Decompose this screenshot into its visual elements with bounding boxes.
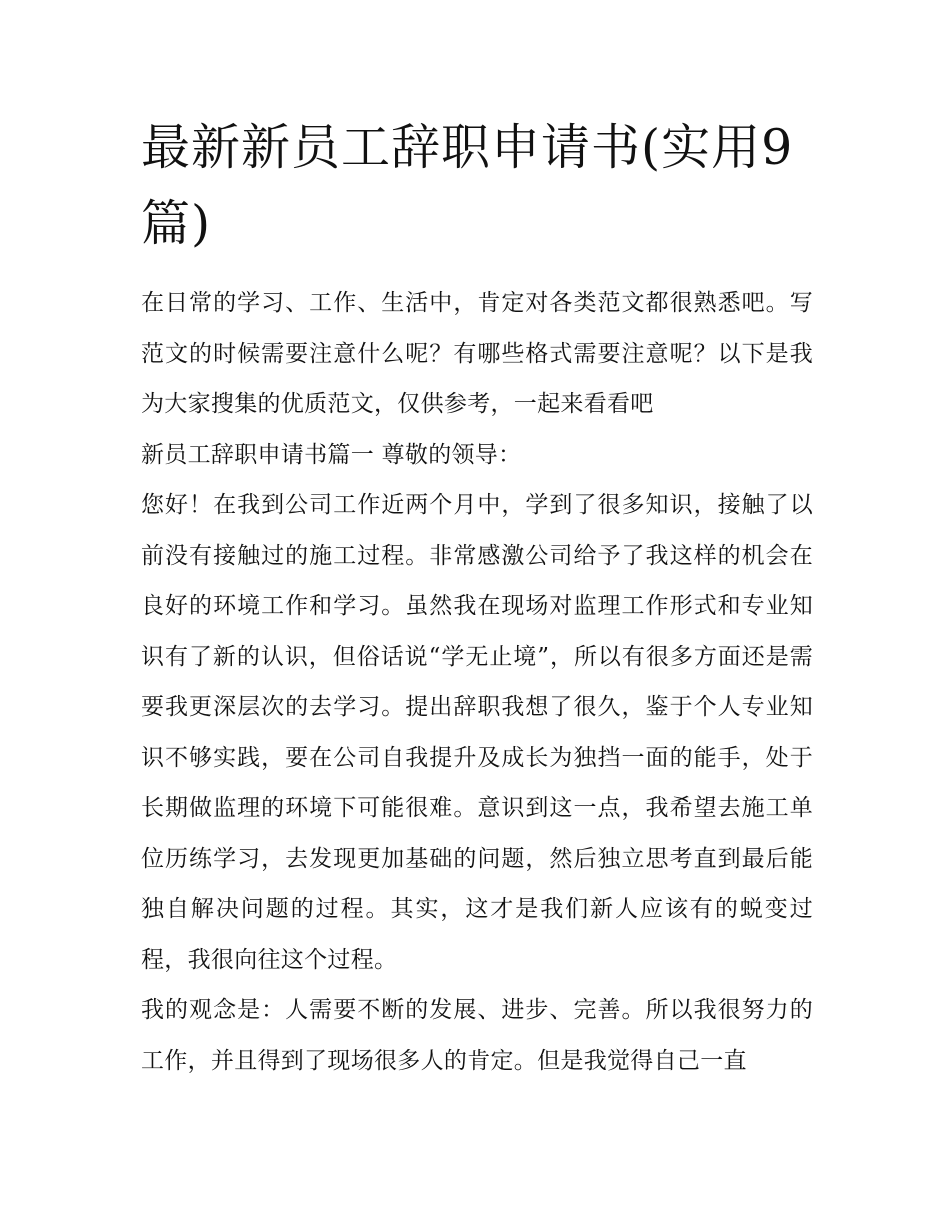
document-title: 最新新员工辞职申请书(实用9篇) bbox=[141, 119, 794, 252]
body-paragraph: 我的观念是：人需要不断的发展、进步、完善。所以我很努力的工作，并且得到了现场很多人的肯定。但是我觉得自己一直 bbox=[141, 997, 813, 1074]
body-paragraph: 您好！在我到公司工作近两个月中，学到了很多知识，接触了以前没有接触过的施工过程。非常感激公司给予了我这样的机会在良好的环境工作和学习。虽然我在现场对监理工作形式和专业知识有了新的认识，但俗话说“学无止境”，所以有很多方面还是需要我更深层次的去学习。提出辞职我想了很久，鉴于个人专业知识不够实践，要在公司自我提升及成长为独挡一面的能手，处于长期做监理的环境下可能很难。意识到这一点，我希望去施工单位历练学习，去发现更加基础的问题，然后独立思考直到最后能独自解决问题的过程。其实，这才是我们新人应该有的蜕变过程，我很向往这个过程。 bbox=[141, 492, 813, 973]
letter-heading: 新员工辞职申请书篇一 尊敬的领导： bbox=[141, 441, 522, 468]
intro-paragraph: 在日常的学习、工作、生活中，肯定对各类范文都很熟悉吧。写范文的时候需要注意什么呢？有哪些格式需要注意呢？以下是我为大家搜集的优质范文，仅供参考，一起来看看吧 bbox=[141, 290, 813, 417]
document-page bbox=[141, 110, 813, 1086]
